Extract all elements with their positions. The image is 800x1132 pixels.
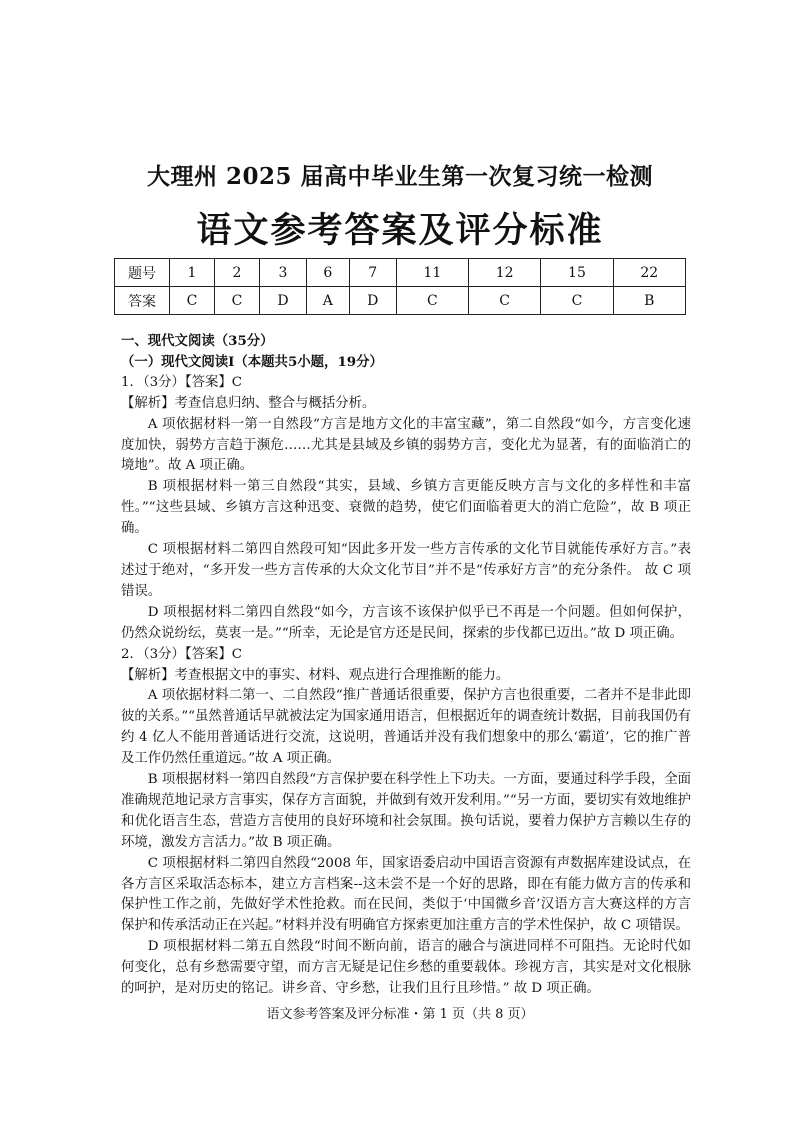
answer-table <box>114 258 686 315</box>
option-explanation: D 项根据材料二第四自然段“如今，方言该不该保护似乎已不再是一个问题。但如何保护，仍然众说纷纭，莫衷一是。”“所幸，无论是官方还是民间，探索的步伐都已迈出。”故 D 项正确。 <box>121 604 691 641</box>
option-explanation: B 项根据材料一第四自然段“方言保护要在科学性上下功夫。一方面，要通过科学手段，全面准确规范地记录方言事实，保存方言面貌，并做到有效开发利用。”“另一方面，要切实有效地维护和优化语言生态，营造方言使用的良好环境和社会氛围。换句话说，要着力保护方言赖以生存的环境，激发方言活力。”故 B 项正确。 <box>121 772 691 850</box>
answer-cell: B <box>613 287 685 315</box>
question-number-cell: 15 <box>541 259 613 287</box>
answer-cell: C <box>469 287 541 315</box>
question-number-cell: 1 <box>170 259 215 287</box>
exam-title: 大理州 2025 届高中毕业生第一次复习统一检测 <box>146 163 654 190</box>
option-explanation: D 项根据材料二第五自然段“时间不断向前，语言的融合与演进同样不可阻挡。无论时代如何变化，总有乡愁需要守望，而方言无疑是记住乡愁的重要载体。珍视方言，其实是对文化根脉的呵护，是对历史的铭记。讲乡音、守乡愁，让我们且行且珍惜。” 故 D 项正确。 <box>121 939 691 997</box>
option-explanation: B 项根据材料一第三自然段“其实，县域、乡镇方言更能反映方言与文化的多样性和丰富性。”“这些县域、乡镇方言这种迅变、衰微的趋势，使它们面临着更大的消亡危险”，故 B 项正确。 <box>121 479 691 537</box>
question-number-row <box>115 259 686 287</box>
page-footer: 语文参考答案及评分标准・第 1 页（共 8 页） <box>266 1007 534 1022</box>
answer-cell: C <box>541 287 613 315</box>
question-number-cell: 7 <box>349 259 396 287</box>
question-number-cell: 3 <box>260 259 307 287</box>
answer-label: 答案 <box>115 287 170 315</box>
answer-cell: C <box>396 287 468 315</box>
question-answer-heading: 1．（3分）【答案】C <box>121 374 243 390</box>
question-number-cell: 12 <box>469 259 541 287</box>
question-answer-heading: 2．（3分）【答案】C <box>121 646 243 662</box>
answer-cell: A <box>306 287 349 315</box>
question-number-cell: 11 <box>396 259 468 287</box>
page-title: 语文参考答案及评分标准 <box>196 210 604 251</box>
answer-cell: D <box>349 287 396 315</box>
subsection-heading: （一）现代文阅读Ⅰ（本题共5小题，19分） <box>121 353 383 370</box>
answer-explanations <box>121 331 691 1000</box>
option-explanation: C 项根据材料二第四自然段“2008 年，国家语委启动中国语言资源有声数据库建设试点，在各方言区采取活态标本，建立方言档案--这未尝不是一个好的思路，即在有能力做方言的传承和保护性工作之前，先做好学术性抢救。而在民间，类似于‘中国微乡音’汉语方言大赛这样的方言保护和传承活动正在兴起。”材料并没有明确官方探索更加注重方言的学术性保护，故 C 项错误。 <box>121 855 691 934</box>
answer-cell: C <box>170 287 215 315</box>
analysis-text: 【解析】考查信息归纳、整合与概括分析。 <box>121 395 376 411</box>
analysis-text: 【解析】考查根据文中的事实、材料、观点进行合理推断的能力。 <box>121 667 510 683</box>
option-explanation: A 项依据材料二第一、二自然段“推广普通话很重要，保护方言也很重要，二者并不是非此即彼的关系。”“虽然普通话早就被法定为国家通用语言，但根据近年的调查统计数据，目前我国仍有约 4 亿人不能用普通话进行交流，这说明，普通话并没有我们想象中的那么‘霸道’，它的推广普及工作仍然任重道远。”故 A 项正确。 <box>121 688 691 767</box>
answer-row <box>115 287 686 315</box>
question-number-cell: 2 <box>215 259 260 287</box>
question-number-cell: 22 <box>613 259 685 287</box>
question-number-label: 题号 <box>115 259 170 287</box>
option-explanation: A 项依据材料一第一自然段“方言是地方文化的丰富宝藏”，第二自然段“如今，方言变化速度加快，弱势方言趋于濒危……尤其是县域及乡镇的弱势方言，变化尤为显著，有的面临消亡的境地”。故 A 项正确。 <box>121 416 691 474</box>
answer-cell: D <box>260 287 307 315</box>
option-explanation: C 项根据材料二第四自然段可知“因此多开发一些方言传承的文化节目就能传承好方言。”表述过于绝对，“多开发一些方言传承的大众文化节目”并不是“传承好方言”的充分条件。 故 C 项错误。 <box>121 542 691 599</box>
answer-cell: C <box>215 287 260 315</box>
question-number-cell: 6 <box>306 259 349 287</box>
section-heading: 一、现代文阅读（35分） <box>121 333 274 349</box>
